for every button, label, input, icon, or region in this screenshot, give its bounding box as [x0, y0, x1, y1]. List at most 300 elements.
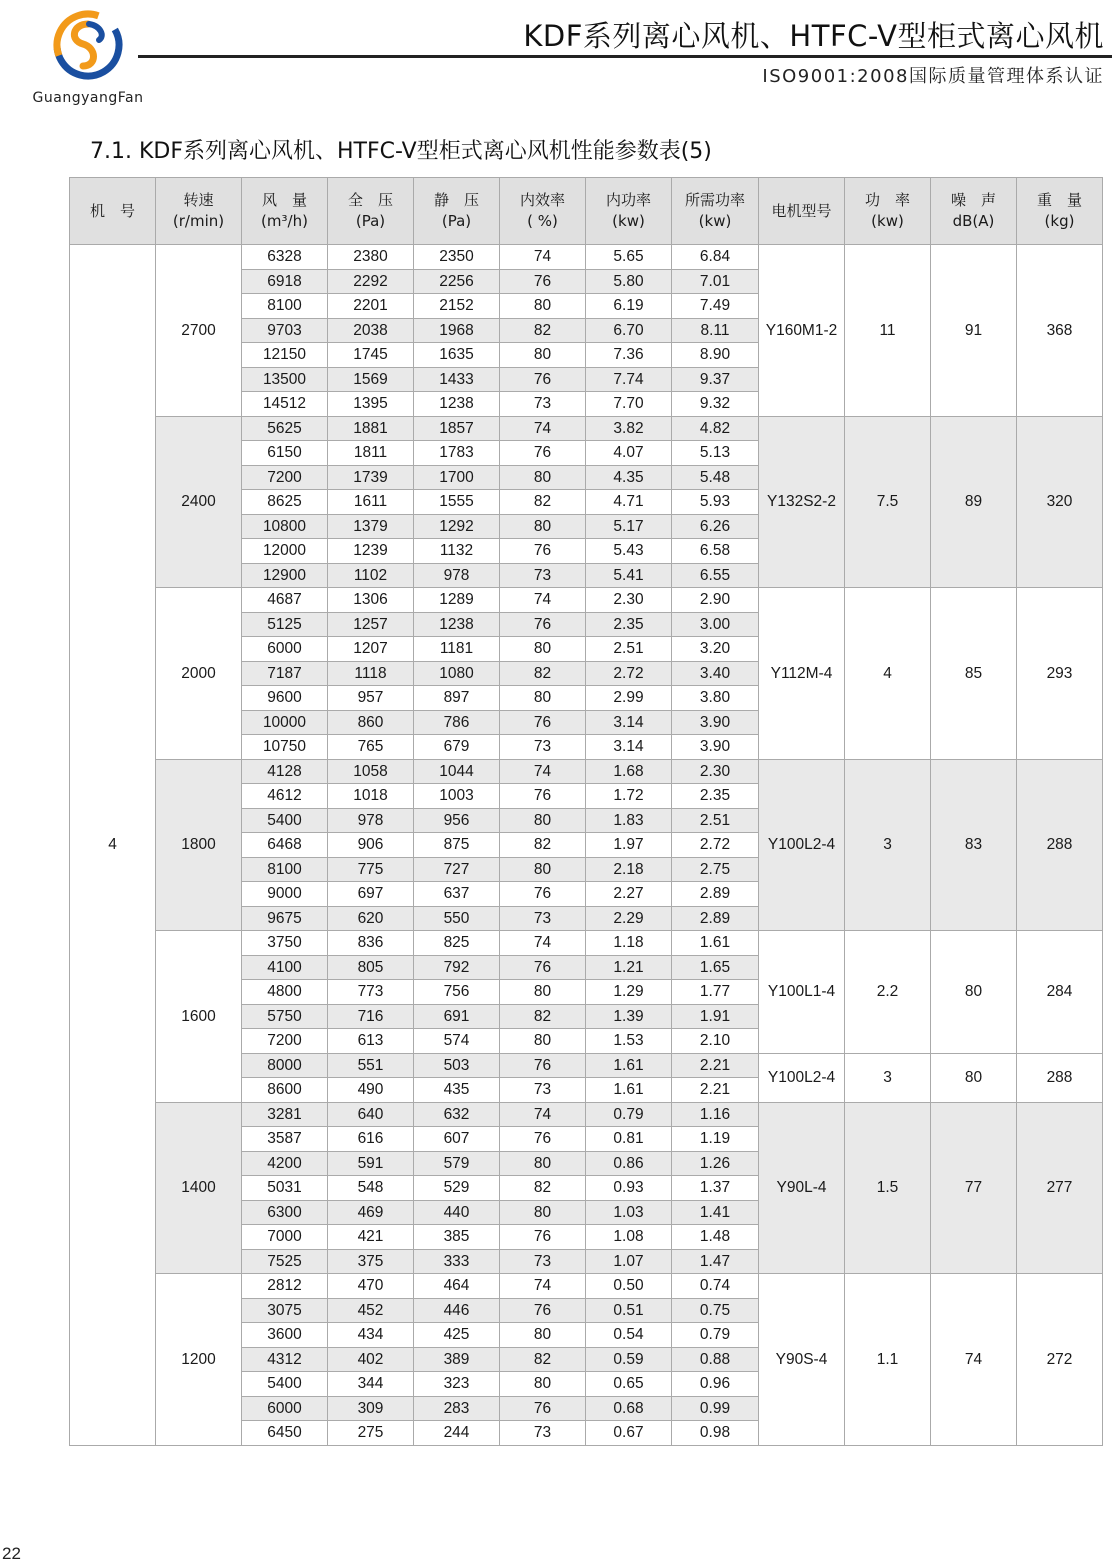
internal-power-cell: 1.68	[586, 759, 672, 784]
airflow-cell: 8100	[242, 857, 328, 882]
motor-power-cell: 7.5	[845, 416, 931, 588]
efficiency-cell: 74	[500, 759, 586, 784]
airflow-cell: 6450	[242, 1421, 328, 1446]
weight-cell: 272	[1017, 1274, 1103, 1446]
required-power-cell: 8.90	[672, 343, 759, 368]
internal-power-cell: 5.80	[586, 269, 672, 294]
column-header	[672, 178, 759, 245]
total-pressure-cell: 1569	[328, 367, 414, 392]
required-power-cell: 0.79	[672, 1323, 759, 1348]
column-header-unit: (Pa)	[441, 212, 472, 230]
required-power-cell: 6.84	[672, 245, 759, 270]
internal-power-cell: 1.18	[586, 931, 672, 956]
efficiency-cell: 76	[500, 882, 586, 907]
required-power-cell: 1.19	[672, 1127, 759, 1152]
efficiency-cell: 76	[500, 784, 586, 809]
required-power-cell: 3.40	[672, 661, 759, 686]
logo-wordmark: GuangyangFan	[32, 90, 144, 106]
required-power-cell: 3.00	[672, 612, 759, 637]
motor-power-cell: 3	[845, 759, 931, 931]
efficiency-cell: 74	[500, 245, 586, 270]
total-pressure-cell: 1395	[328, 392, 414, 417]
static-pressure-cell: 2350	[414, 245, 500, 270]
total-pressure-cell: 773	[328, 980, 414, 1005]
column-header-label: 风 量	[261, 191, 307, 209]
total-pressure-cell: 551	[328, 1053, 414, 1078]
required-power-cell: 6.26	[672, 514, 759, 539]
required-power-cell: 0.96	[672, 1372, 759, 1397]
internal-power-cell: 2.35	[586, 612, 672, 637]
column-header	[1017, 178, 1103, 245]
efficiency-cell: 82	[500, 1004, 586, 1029]
efficiency-cell: 80	[500, 1200, 586, 1225]
efficiency-cell: 73	[500, 563, 586, 588]
internal-power-cell: 1.29	[586, 980, 672, 1005]
internal-power-cell: 5.43	[586, 539, 672, 564]
total-pressure-cell: 613	[328, 1029, 414, 1054]
noise-cell: 77	[931, 1102, 1017, 1274]
motor-model-cell: Y132S2-2	[759, 416, 845, 588]
efficiency-cell: 74	[500, 1102, 586, 1127]
column-header-label: 转速	[183, 191, 214, 209]
efficiency-cell: 76	[500, 1225, 586, 1250]
airflow-cell: 3281	[242, 1102, 328, 1127]
static-pressure-cell: 1700	[414, 465, 500, 490]
table-row	[70, 1274, 1103, 1299]
internal-power-cell: 0.51	[586, 1298, 672, 1323]
total-pressure-cell: 1379	[328, 514, 414, 539]
required-power-cell: 0.98	[672, 1421, 759, 1446]
efficiency-cell: 82	[500, 490, 586, 515]
total-pressure-cell: 620	[328, 906, 414, 931]
internal-power-cell: 2.18	[586, 857, 672, 882]
motor-model-cell: Y90S-4	[759, 1274, 845, 1446]
efficiency-cell: 76	[500, 1396, 586, 1421]
airflow-cell: 6300	[242, 1200, 328, 1225]
total-pressure-cell: 275	[328, 1421, 414, 1446]
static-pressure-cell: 792	[414, 955, 500, 980]
airflow-cell: 12000	[242, 539, 328, 564]
static-pressure-cell: 1857	[414, 416, 500, 441]
column-header-label: 所需功率	[684, 191, 745, 209]
required-power-cell: 2.89	[672, 906, 759, 931]
required-power-cell: 1.47	[672, 1249, 759, 1274]
total-pressure-cell: 640	[328, 1102, 414, 1127]
efficiency-cell: 73	[500, 1421, 586, 1446]
weight-cell: 284	[1017, 931, 1103, 1054]
airflow-cell: 3587	[242, 1127, 328, 1152]
airflow-cell: 6000	[242, 1396, 328, 1421]
static-pressure-cell: 1238	[414, 612, 500, 637]
required-power-cell: 0.74	[672, 1274, 759, 1299]
required-power-cell: 2.51	[672, 808, 759, 833]
static-pressure-cell: 1044	[414, 759, 500, 784]
column-header	[242, 178, 328, 245]
total-pressure-cell: 434	[328, 1323, 414, 1348]
total-pressure-cell: 1018	[328, 784, 414, 809]
internal-power-cell: 0.65	[586, 1372, 672, 1397]
efficiency-cell: 74	[500, 416, 586, 441]
static-pressure-cell: 435	[414, 1078, 500, 1103]
total-pressure-cell: 1118	[328, 661, 414, 686]
required-power-cell: 6.55	[672, 563, 759, 588]
static-pressure-cell: 825	[414, 931, 500, 956]
airflow-cell: 4312	[242, 1347, 328, 1372]
table-row	[70, 245, 1103, 270]
efficiency-cell: 82	[500, 318, 586, 343]
motor-power-cell: 1.5	[845, 1102, 931, 1274]
column-header	[586, 178, 672, 245]
column-header	[759, 178, 845, 245]
efficiency-cell: 76	[500, 539, 586, 564]
total-pressure-cell: 775	[328, 857, 414, 882]
total-pressure-cell: 697	[328, 882, 414, 907]
airflow-cell: 8100	[242, 294, 328, 319]
required-power-cell: 2.90	[672, 588, 759, 613]
column-header	[70, 178, 156, 245]
motor-model-cell: Y112M-4	[759, 588, 845, 760]
efficiency-cell: 80	[500, 343, 586, 368]
efficiency-cell: 76	[500, 1298, 586, 1323]
internal-power-cell: 5.41	[586, 563, 672, 588]
certification-subtitle: ISO9001:2008国际质量管理体系认证	[762, 66, 1104, 87]
airflow-cell: 14512	[242, 392, 328, 417]
total-pressure-cell: 2201	[328, 294, 414, 319]
internal-power-cell: 1.03	[586, 1200, 672, 1225]
speed-cell: 1800	[156, 759, 242, 931]
company-logo	[26, 10, 150, 106]
internal-power-cell: 0.50	[586, 1274, 672, 1299]
efficiency-cell: 80	[500, 1372, 586, 1397]
airflow-cell: 7200	[242, 1029, 328, 1054]
efficiency-cell: 73	[500, 735, 586, 760]
airflow-cell: 6918	[242, 269, 328, 294]
efficiency-cell: 80	[500, 857, 586, 882]
page-number: 22	[2, 1544, 21, 1563]
efficiency-cell: 80	[500, 980, 586, 1005]
total-pressure-cell: 1058	[328, 759, 414, 784]
airflow-cell: 9600	[242, 686, 328, 711]
motor-power-cell: 4	[845, 588, 931, 760]
static-pressure-cell: 727	[414, 857, 500, 882]
required-power-cell: 2.72	[672, 833, 759, 858]
static-pressure-cell: 897	[414, 686, 500, 711]
header-divider	[138, 55, 1112, 58]
airflow-cell: 5400	[242, 1372, 328, 1397]
airflow-cell: 10750	[242, 735, 328, 760]
internal-power-cell: 1.83	[586, 808, 672, 833]
internal-power-cell: 1.07	[586, 1249, 672, 1274]
table-header-row	[70, 178, 1103, 245]
efficiency-cell: 73	[500, 1249, 586, 1274]
internal-power-cell: 3.14	[586, 735, 672, 760]
airflow-cell: 4100	[242, 955, 328, 980]
static-pressure-cell: 786	[414, 710, 500, 735]
static-pressure-cell: 1003	[414, 784, 500, 809]
airflow-cell: 4612	[242, 784, 328, 809]
motor-power-cell: 11	[845, 245, 931, 417]
speed-cell: 2400	[156, 416, 242, 588]
static-pressure-cell: 323	[414, 1372, 500, 1397]
total-pressure-cell: 421	[328, 1225, 414, 1250]
internal-power-cell: 1.97	[586, 833, 672, 858]
total-pressure-cell: 470	[328, 1274, 414, 1299]
airflow-cell: 4200	[242, 1151, 328, 1176]
internal-power-cell: 0.81	[586, 1127, 672, 1152]
internal-power-cell: 1.39	[586, 1004, 672, 1029]
total-pressure-cell: 452	[328, 1298, 414, 1323]
airflow-cell: 12900	[242, 563, 328, 588]
required-power-cell: 1.65	[672, 955, 759, 980]
airflow-cell: 7187	[242, 661, 328, 686]
internal-power-cell: 0.68	[586, 1396, 672, 1421]
airflow-cell: 4128	[242, 759, 328, 784]
weight-cell: 368	[1017, 245, 1103, 417]
required-power-cell: 2.75	[672, 857, 759, 882]
table-row	[70, 1102, 1103, 1127]
weight-cell: 320	[1017, 416, 1103, 588]
column-header	[328, 178, 414, 245]
internal-power-cell: 4.07	[586, 441, 672, 466]
motor-model-cell: Y100L2-4	[759, 759, 845, 931]
airflow-cell: 5750	[242, 1004, 328, 1029]
efficiency-cell: 76	[500, 1053, 586, 1078]
total-pressure-cell: 1306	[328, 588, 414, 613]
internal-power-cell: 3.82	[586, 416, 672, 441]
static-pressure-cell: 1132	[414, 539, 500, 564]
efficiency-cell: 80	[500, 465, 586, 490]
total-pressure-cell: 1811	[328, 441, 414, 466]
column-header-unit: (kw)	[871, 212, 904, 230]
static-pressure-cell: 1433	[414, 367, 500, 392]
required-power-cell: 3.80	[672, 686, 759, 711]
internal-power-cell: 2.99	[586, 686, 672, 711]
column-header	[931, 178, 1017, 245]
airflow-cell: 6328	[242, 245, 328, 270]
weight-cell: 288	[1017, 1053, 1103, 1102]
efficiency-cell: 74	[500, 588, 586, 613]
weight-cell: 288	[1017, 759, 1103, 931]
airflow-cell: 4687	[242, 588, 328, 613]
static-pressure-cell: 691	[414, 1004, 500, 1029]
internal-power-cell: 0.86	[586, 1151, 672, 1176]
required-power-cell: 1.77	[672, 980, 759, 1005]
motor-power-cell: 1.1	[845, 1274, 931, 1446]
airflow-cell: 5031	[242, 1176, 328, 1201]
required-power-cell: 3.90	[672, 735, 759, 760]
required-power-cell: 1.91	[672, 1004, 759, 1029]
total-pressure-cell: 548	[328, 1176, 414, 1201]
speed-cell: 1400	[156, 1102, 242, 1274]
total-pressure-cell: 344	[328, 1372, 414, 1397]
column-header-unit: dB(A)	[952, 212, 995, 230]
airflow-cell: 8625	[242, 490, 328, 515]
static-pressure-cell: 579	[414, 1151, 500, 1176]
machine-number-cell: 4	[70, 245, 156, 1446]
total-pressure-cell: 2292	[328, 269, 414, 294]
speed-cell: 1600	[156, 931, 242, 1103]
noise-cell: 83	[931, 759, 1017, 931]
efficiency-cell: 76	[500, 269, 586, 294]
required-power-cell: 1.48	[672, 1225, 759, 1250]
noise-cell: 74	[931, 1274, 1017, 1446]
internal-power-cell: 1.61	[586, 1078, 672, 1103]
table-row	[70, 759, 1103, 784]
static-pressure-cell: 1968	[414, 318, 500, 343]
column-header-unit: (kg)	[1044, 212, 1075, 230]
total-pressure-cell: 1207	[328, 637, 414, 662]
static-pressure-cell: 1181	[414, 637, 500, 662]
efficiency-cell: 76	[500, 612, 586, 637]
airflow-cell: 6468	[242, 833, 328, 858]
required-power-cell: 0.99	[672, 1396, 759, 1421]
total-pressure-cell: 765	[328, 735, 414, 760]
total-pressure-cell: 957	[328, 686, 414, 711]
logo-swirl-icon	[53, 10, 123, 80]
required-power-cell: 2.21	[672, 1053, 759, 1078]
efficiency-cell: 82	[500, 1347, 586, 1372]
noise-cell: 91	[931, 245, 1017, 417]
required-power-cell: 5.13	[672, 441, 759, 466]
required-power-cell: 2.35	[672, 784, 759, 809]
required-power-cell: 2.30	[672, 759, 759, 784]
motor-model-cell: Y100L2-4	[759, 1053, 845, 1102]
airflow-cell: 10800	[242, 514, 328, 539]
internal-power-cell: 0.59	[586, 1347, 672, 1372]
airflow-cell: 3600	[242, 1323, 328, 1348]
static-pressure-cell: 2152	[414, 294, 500, 319]
total-pressure-cell: 1881	[328, 416, 414, 441]
motor-power-cell: 2.2	[845, 931, 931, 1054]
column-header-label: 全 压	[347, 191, 393, 209]
required-power-cell: 1.61	[672, 931, 759, 956]
table-row	[70, 931, 1103, 956]
static-pressure-cell: 385	[414, 1225, 500, 1250]
required-power-cell: 0.75	[672, 1298, 759, 1323]
column-header-unit: (m³/h)	[261, 212, 308, 230]
efficiency-cell: 82	[500, 833, 586, 858]
efficiency-cell: 82	[500, 1176, 586, 1201]
airflow-cell: 3075	[242, 1298, 328, 1323]
required-power-cell: 1.41	[672, 1200, 759, 1225]
motor-power-cell: 3	[845, 1053, 931, 1102]
static-pressure-cell: 978	[414, 563, 500, 588]
internal-power-cell: 7.70	[586, 392, 672, 417]
required-power-cell: 4.82	[672, 416, 759, 441]
required-power-cell: 3.20	[672, 637, 759, 662]
internal-power-cell: 1.53	[586, 1029, 672, 1054]
weight-cell: 293	[1017, 588, 1103, 760]
internal-power-cell: 0.79	[586, 1102, 672, 1127]
required-power-cell: 2.21	[672, 1078, 759, 1103]
static-pressure-cell: 607	[414, 1127, 500, 1152]
airflow-cell: 6000	[242, 637, 328, 662]
column-header-unit: (kw)	[612, 212, 645, 230]
efficiency-cell: 76	[500, 1127, 586, 1152]
internal-power-cell: 0.67	[586, 1421, 672, 1446]
efficiency-cell: 74	[500, 931, 586, 956]
total-pressure-cell: 309	[328, 1396, 414, 1421]
efficiency-cell: 76	[500, 955, 586, 980]
total-pressure-cell: 469	[328, 1200, 414, 1225]
total-pressure-cell: 490	[328, 1078, 414, 1103]
static-pressure-cell: 875	[414, 833, 500, 858]
static-pressure-cell: 637	[414, 882, 500, 907]
static-pressure-cell: 503	[414, 1053, 500, 1078]
static-pressure-cell: 446	[414, 1298, 500, 1323]
static-pressure-cell: 956	[414, 808, 500, 833]
motor-model-cell: Y90L-4	[759, 1102, 845, 1274]
total-pressure-cell: 906	[328, 833, 414, 858]
required-power-cell: 5.48	[672, 465, 759, 490]
internal-power-cell: 0.93	[586, 1176, 672, 1201]
static-pressure-cell: 283	[414, 1396, 500, 1421]
airflow-cell: 7200	[242, 465, 328, 490]
column-header-unit: (kw)	[698, 212, 732, 230]
internal-power-cell: 4.35	[586, 465, 672, 490]
airflow-cell: 2812	[242, 1274, 328, 1299]
internal-power-cell: 2.27	[586, 882, 672, 907]
column-header-unit: ( %)	[527, 212, 558, 230]
document-title: KDF系列离心风机、HTFC-V型柜式离心风机	[523, 19, 1104, 53]
airflow-cell: 9675	[242, 906, 328, 931]
required-power-cell: 9.32	[672, 392, 759, 417]
static-pressure-cell: 756	[414, 980, 500, 1005]
column-header-unit: (Pa)	[355, 212, 386, 230]
airflow-cell: 9000	[242, 882, 328, 907]
total-pressure-cell: 375	[328, 1249, 414, 1274]
total-pressure-cell: 616	[328, 1127, 414, 1152]
efficiency-cell: 80	[500, 294, 586, 319]
total-pressure-cell: 2380	[328, 245, 414, 270]
internal-power-cell: 6.19	[586, 294, 672, 319]
airflow-cell: 7525	[242, 1249, 328, 1274]
static-pressure-cell: 1783	[414, 441, 500, 466]
efficiency-cell: 80	[500, 1029, 586, 1054]
required-power-cell: 8.11	[672, 318, 759, 343]
efficiency-cell: 73	[500, 906, 586, 931]
total-pressure-cell: 1739	[328, 465, 414, 490]
static-pressure-cell: 574	[414, 1029, 500, 1054]
efficiency-cell: 73	[500, 1078, 586, 1103]
column-header	[845, 178, 931, 245]
total-pressure-cell: 1239	[328, 539, 414, 564]
efficiency-cell: 82	[500, 661, 586, 686]
static-pressure-cell: 550	[414, 906, 500, 931]
total-pressure-cell: 2038	[328, 318, 414, 343]
efficiency-cell: 80	[500, 1151, 586, 1176]
total-pressure-cell: 402	[328, 1347, 414, 1372]
airflow-cell: 12150	[242, 343, 328, 368]
noise-cell: 80	[931, 1053, 1017, 1102]
efficiency-cell: 76	[500, 710, 586, 735]
internal-power-cell: 1.61	[586, 1053, 672, 1078]
total-pressure-cell: 591	[328, 1151, 414, 1176]
total-pressure-cell: 1611	[328, 490, 414, 515]
column-header	[156, 178, 242, 245]
static-pressure-cell: 440	[414, 1200, 500, 1225]
internal-power-cell: 1.08	[586, 1225, 672, 1250]
speed-cell: 2000	[156, 588, 242, 760]
internal-power-cell: 2.51	[586, 637, 672, 662]
column-header-label: 功 率	[864, 191, 910, 209]
airflow-cell: 5625	[242, 416, 328, 441]
static-pressure-cell: 464	[414, 1274, 500, 1299]
internal-power-cell: 7.74	[586, 367, 672, 392]
noise-cell: 89	[931, 416, 1017, 588]
column-header-label: 噪 声	[950, 191, 996, 209]
efficiency-cell: 76	[500, 367, 586, 392]
